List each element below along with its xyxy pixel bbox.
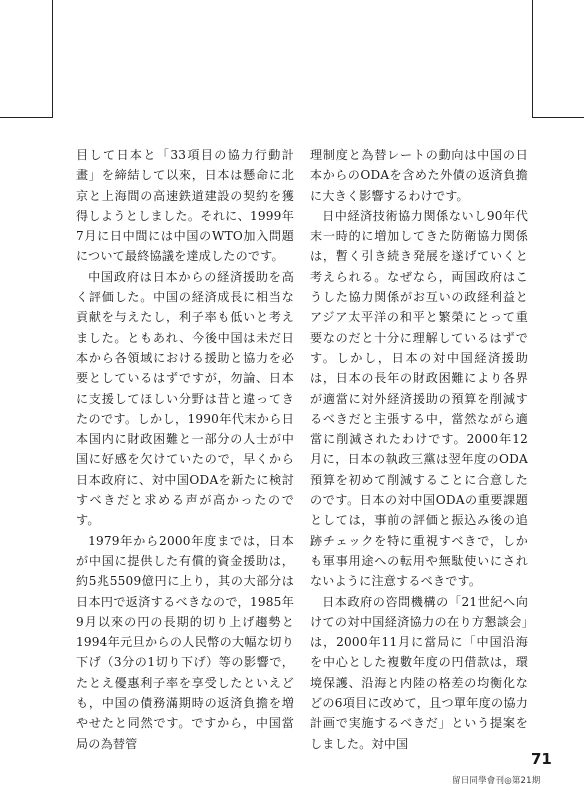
right-text-column	[310, 145, 528, 754]
paragraph: 日本政府の咨問機構の「21世紀へ向けての対中国経済協力の在り方懇談会」は，2000年11月に當局に「中国沿海を中心とした複數年度の円借款は，環境保護、沿海と内陸の格差の均衡化などの6項目に改めて，且つ單年度の協力計画で実施するべきだ」という提案をしました。対中国	[310, 594, 528, 751]
paragraph: 中国政府は日本からの経済援助を高く評価した。中国の経済成長に相当な貢献を与えたし，利子率も低いと考えました。ともあれ、今後中国は未だ日本から各領域における援助と協力を必要としているはずですが，勿論、日本に支援してほしい分野は昔と違ってきたのです。しかし，1990年代末から日本国内に財政困難と一部分の人士が中国に好感を欠けていたので，早くから日本政府に、対中国ODAを新たに検討すべきだと求める声が高かったのです。	[76, 269, 294, 528]
paragraph: 理制度と為替レートの動向は中国の日本からのODAを含めた外債の返済負擔に大きく影響するわけです。	[310, 148, 528, 203]
crop-mark-right-horizontal	[532, 117, 584, 118]
page-number: 71	[531, 750, 552, 768]
left-text-column	[76, 145, 294, 754]
crop-mark-top-right	[532, 0, 533, 118]
paragraph: 目して日本と「33項目の協力行動計畫」を締結して以來，日本は懸命に北京と上海間の高速鉄道建設の契約を獲得しようとしました。それに、1999年7月に日中間には中国のWTO加入問題について最終協議を達成したのです。	[76, 148, 294, 264]
journal-folio: 留日同學會刊◎第21期	[452, 776, 541, 786]
crop-mark-top-left	[52, 0, 53, 118]
paragraph: 1979年から2000年度までは，日本が中国に提供した有償的資金援助は，約5兆5509億円に上り，其の大部分は日本円で返済するべきなので，1985年9月以來の円の長期的切り上げ趨勢と1994年元旦からの人民幣の大幅な切り下げ（3分の1切り下げ）等の影響で，たとえ優惠利子率を享受したといえども，中国の債務滿期時の返済負擔を増やせたと同然です。ですから，中国當局の為替管	[76, 533, 294, 751]
paragraph: 日中経済技術協力関係ないし90年代末一時的に増加してきた防衛協力関係は，暫く引き続き発展を遂げていくと考えられる。なぜなら，両国政府はこうした協力関係がお互いの政経利益とアジア太平洋の和平と繁榮にとって重要なのだと十分に理解しているはずです。しかし，日本の対中国経済援助は，日本の長年の財政困難により各界が適當に対外経済援助の預算を削減するべきだと主張する中，當然ながら適當に削減されたわけです。2000年12月に，日本の執政三黨は翌年度のODA預算を初めて削減することに合意したのです。日本の対中国ODAの重要課題としては，事前の評価と振込み後の追跡チェックを特に重視すべきで，しかも軍事用途への転用や無駄使いにされないように注意するべきです。	[310, 208, 528, 589]
crop-mark-left-horizontal	[0, 117, 53, 118]
